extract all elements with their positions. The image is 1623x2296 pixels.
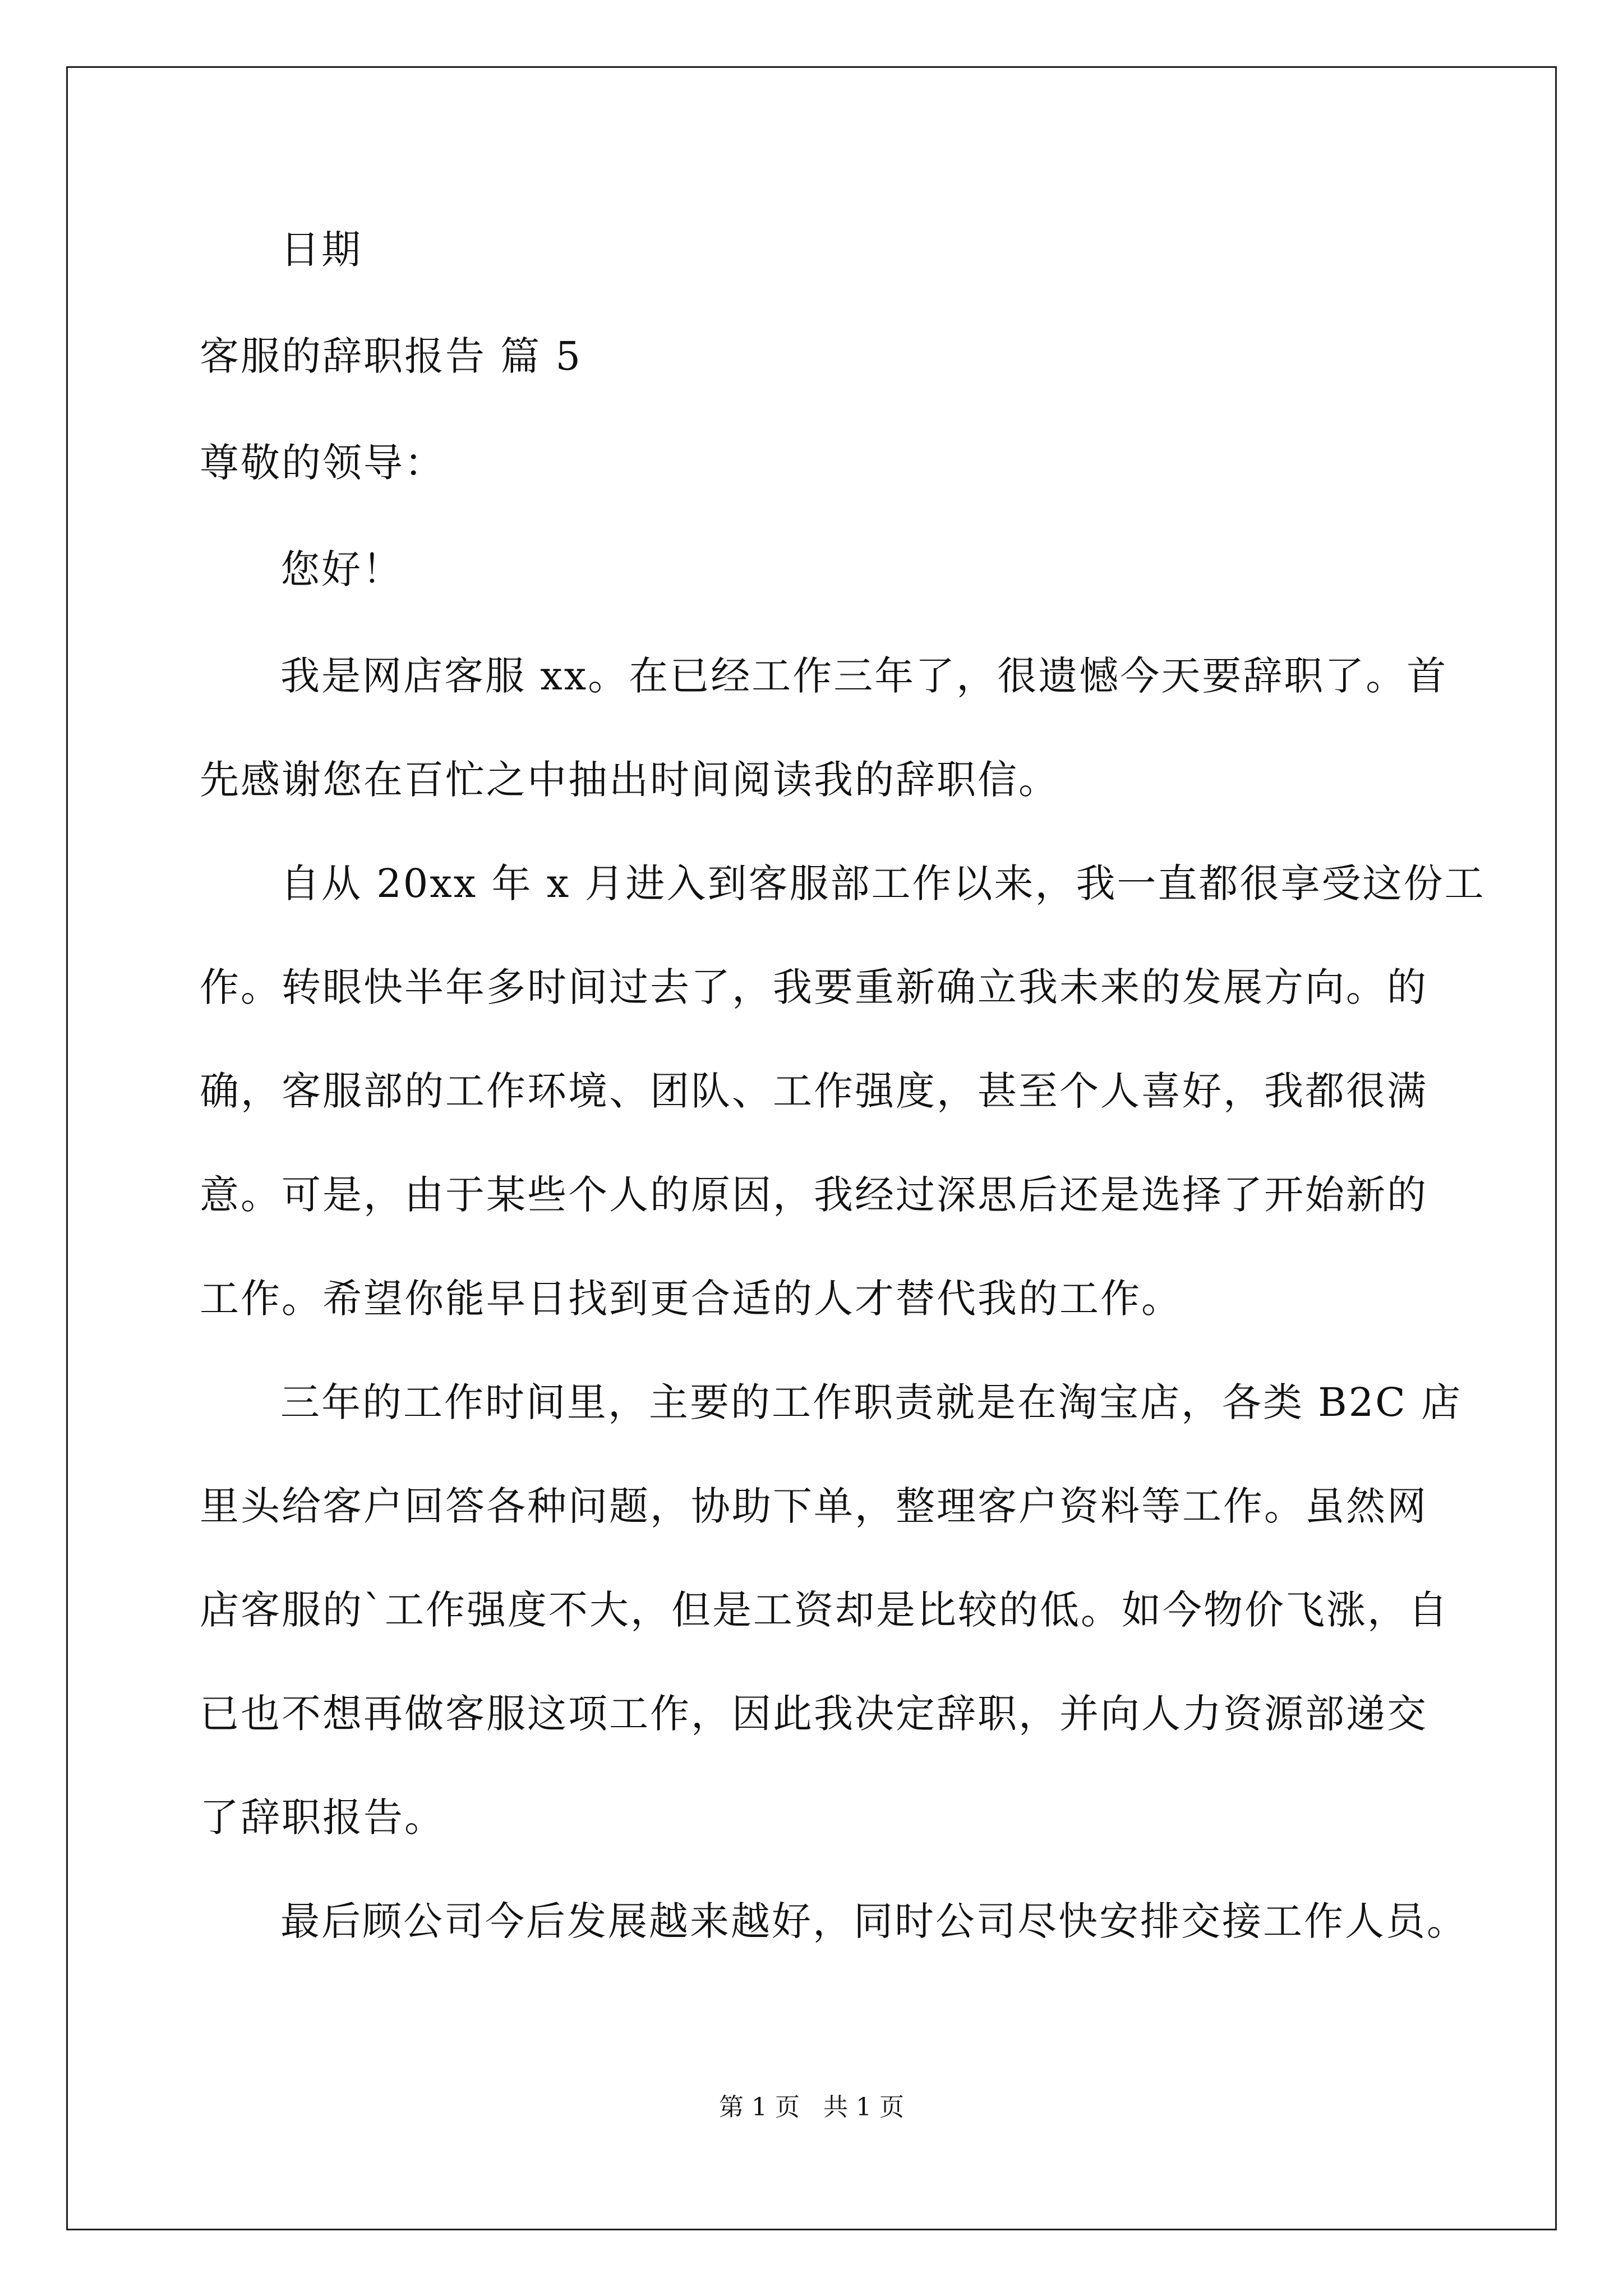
body-line: 作。转眼快半年多时间过去了，我要重新确立我未来的发展方向。的 [200,964,1428,1010]
body-line: 自从 20xx 年 x 月进入到客服部工作以来，我一直都很享受这份工 [280,861,1486,907]
body-line: 确，客服部的工作环境、团队、工作强度，甚至个人喜好，我都很满 [200,1068,1428,1114]
greeting: 您好！ [280,546,403,592]
salutation: 尊敬的领导： [200,440,445,486]
date-label: 日期 [280,227,362,273]
body-line: 已也不想再做客服这项工作，因此我决定辞职，并向人力资源部递交 [200,1691,1428,1737]
page-indicator: 第 1 页 共 1 页 [719,2093,904,2122]
body-line: 里头给客户回答各种问题，协助下单，整理客户资料等工作。虽然网 [200,1483,1428,1529]
body-line: 工作。希望你能早日找到更合适的人才替代我的工作。 [200,1276,1182,1322]
section-title: 客服的辞职报告 篇 5 [200,333,583,379]
body-line: 先感谢您在百忙之中抽出时间阅读我的辞职信。 [200,757,1059,803]
body-line: 最后顾公司今后发展越来越好，同时公司尽快安排交接工作人员。 [280,1898,1468,1944]
body-line: 我是网店客服 xx。在已经工作三年了，很遗憾今天要辞职了。首 [280,653,1448,699]
body-line: 意。可是，由于某些个人的原因，我经过深思后还是选择了开始新的 [200,1172,1428,1218]
body-line: 三年的工作时间里，主要的工作职责就是在淘宝店，各类 B2C 店 [280,1379,1463,1425]
body-line: 店客服的`工作强度不大，但是工资却是比较的低。如今物价飞涨，自 [200,1587,1449,1633]
body-line: 了辞职报告。 [200,1795,445,1841]
